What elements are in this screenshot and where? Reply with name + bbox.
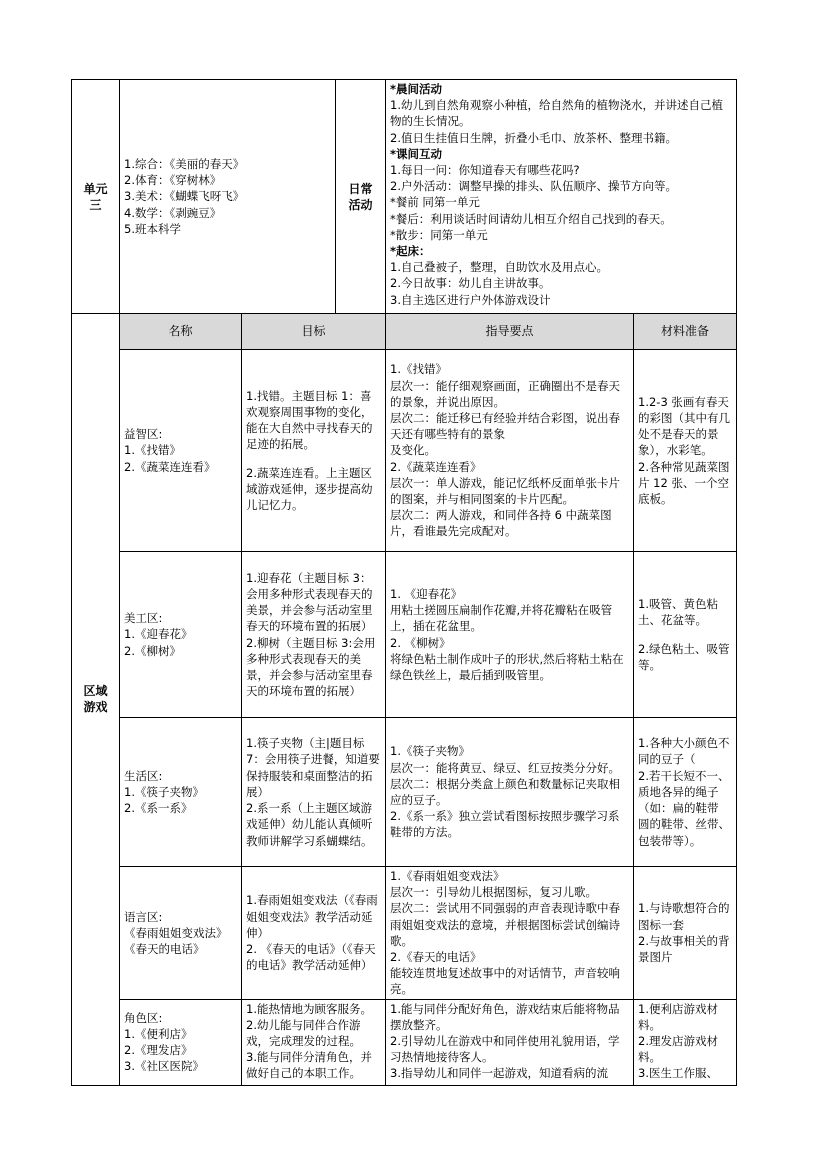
area-guide-cell <box>386 552 634 718</box>
course-item: 3.美术：《蝴蝶飞呀飞》 <box>124 189 245 204</box>
table-row <box>72 718 737 867</box>
course-list <box>120 80 336 314</box>
header-name: 名称 <box>120 314 242 350</box>
daily-activity-line: *课间互动 <box>390 146 443 161</box>
area-guide-line: 层次一：单人游戏，能记忆纸杯反面单张卡片的图案，并与相同图案的卡片匹配。 <box>390 475 620 506</box>
daily-activity-line: 1.自己叠被子，整理，自助饮水及用点心。 <box>390 260 608 275</box>
area-guide-line: 1.《春雨姐姐变戏法》 <box>390 869 505 883</box>
area-guide-line: 层次一：能将黄豆、绿豆、红豆按类分分好。 <box>390 760 620 775</box>
area-name-cell <box>120 999 242 1085</box>
area-guide-line: 1.《找错》 <box>390 362 447 377</box>
course-item: 1.综合：《美丽的春天》 <box>124 156 245 171</box>
area-name-line: 生活区: <box>124 768 163 783</box>
area-table <box>71 313 737 1086</box>
area-name-line: 角色区: <box>124 1010 163 1025</box>
area-goal-cell <box>242 999 386 1085</box>
area-material-line: 1.与诗歌想符合的图标一套 <box>638 901 730 932</box>
area-guide-line: 2.引导幼儿在游戏中和同伴使用礼貌用语，学习热情地接待客人。 <box>390 1034 620 1065</box>
area-name-line: 1.《迎春花》 <box>124 627 193 642</box>
header-guide: 指导要点 <box>386 314 634 350</box>
area-goal-line: 1.能热情地为顾客服务。 <box>246 1001 372 1016</box>
daily-activity-line: *餐前 同第一单元 <box>390 195 480 210</box>
unit-table <box>71 79 737 314</box>
area-material-line: 1.吸管、黄色粘土、花盆等。 <box>638 597 718 628</box>
area-material-cell <box>634 999 737 1085</box>
area-guide-cell <box>386 718 634 867</box>
area-guide-line: 层次一：能仔细观察画面，正确圈出不是春天的景象，并说出原因。 <box>390 378 620 409</box>
area-name-line: 美工区: <box>124 611 163 626</box>
area-name-line: 语言区: <box>124 909 163 924</box>
area-guide-cell <box>386 999 634 1085</box>
daily-activity-line: 1.幼儿到自然角观察小种植，给自然角的植物浇水，并讲述自己植物的生长情况。 <box>390 98 723 129</box>
area-name-line: 《春天的电话》 <box>124 941 205 956</box>
table-row <box>72 867 737 1000</box>
area-name-line: 《春雨姐姐变戏法》 <box>124 925 228 940</box>
area-name-line: 3.《社区医院》 <box>124 1059 204 1074</box>
area-material-cell <box>634 718 737 867</box>
area-name-line: 1.《找错》 <box>124 443 181 458</box>
area-guide-line: 层次一：引导幼儿根据图标，复习儿歌。 <box>390 885 597 900</box>
area-material-cell <box>634 552 737 718</box>
area-name-cell <box>120 350 242 552</box>
area-material-line: 2.各种常见蔬菜图片 12 张、一个空底板。 <box>638 459 730 506</box>
area-guide-line: 3.指导幼儿和同伴一起游戏，知道看病的流 <box>390 1066 608 1081</box>
area-guide-line: 层次二：能迁移已有经验并结合彩图，说出春天还有哪些特有的景象 <box>390 410 620 442</box>
course-item: 5.班本科学 <box>124 221 181 236</box>
area-material-line: 1.各种大小颜色不同的豆子（ <box>638 736 730 767</box>
spacer <box>638 629 732 641</box>
area-name-line: 1.《筷子夹物》 <box>124 784 204 799</box>
area-goal-line: 1.迎春花（主题目标 3：会用多种形式表现春天的美景，并会参与活动室里春天的环境布置的拓展） <box>246 570 373 634</box>
area-goal-cell <box>242 867 386 1000</box>
area-guide-line: 2.《春天的电话》 <box>390 950 482 965</box>
header-material: 材料准备 <box>634 314 737 350</box>
area-goal-line: 2.系一系（上主题区域游戏延伸）幼儿能认真倾听教师讲解学习系蝴蝶结。 <box>246 801 373 848</box>
area-guide-line: 2.《蔬菜连连看》 <box>390 459 482 474</box>
area-guide-cell <box>386 350 634 552</box>
area-goal-line: 2. 《春天的电话》（《春天的电话》教学活动延伸） <box>246 941 376 973</box>
area-goal-line: 2.蔬菜连连看。上主题区域游戏延伸，逐步提高幼儿记忆力。 <box>246 465 373 512</box>
header-goal: 目标 <box>242 314 386 350</box>
area-material-line: 1.2-3 张画有春天的彩图（其中有几处不是春天的景象），水彩笔。 <box>638 394 730 458</box>
area-name-line: 1.《便利店》 <box>124 1026 193 1041</box>
area-goal-cell <box>242 718 386 867</box>
daily-activity-line: 2.今日故事：幼儿自主讲故事。 <box>390 276 551 291</box>
area-label: 区域 游戏 <box>72 314 120 1086</box>
area-guide-line: 层次二：两人游戏，和同伴各持 6 中蔬菜图片，看谁最先完成配对。 <box>390 508 612 539</box>
area-guide-line: 及变化。 <box>390 443 436 458</box>
area-name-line: 2.《系一系》 <box>124 801 193 816</box>
unit-label: 单元 三 <box>72 80 120 314</box>
daily-activity-line: 2.值日生挂值日生牌，折叠小毛巾、放茶杯、整理书籍。 <box>390 130 677 145</box>
table-row <box>72 350 737 552</box>
area-guide-cell <box>386 867 634 1000</box>
area-name-cell <box>120 867 242 1000</box>
area-material-line: 1.便利店游戏材料。 <box>638 1001 718 1032</box>
daily-label: 日常 活动 <box>336 80 386 314</box>
area-material-line: 2.理发店游戏材料。 <box>638 1034 718 1065</box>
area-guide-line: 1.能与同伴分配好角色，游戏结束后能将物品摆放整齐。 <box>390 1001 620 1032</box>
area-goal-line: 2.幼儿能与同伴合作游戏，完成理发的过程。 <box>246 1017 361 1049</box>
daily-activity-line: *晨间活动 <box>390 82 443 96</box>
area-guide-line: 1. 《迎春花》 <box>390 586 463 601</box>
area-material-line: 2.绿色粘土、吸管等。 <box>638 641 730 672</box>
course-item: 2.体育：《穿树林》 <box>124 173 222 188</box>
area-guide-line: 1.《筷子夹物》 <box>390 744 470 759</box>
daily-activity-line: *散步：同第一单元 <box>390 227 488 242</box>
area-goal-line: 1.春雨姐姐变戏法（《春雨姐姐变戏法》教学活动延伸） <box>246 893 378 940</box>
table-row <box>72 999 737 1085</box>
course-item: 4.数学：《剥豌豆》 <box>124 205 222 220</box>
area-guide-line: 2. 《柳树》 <box>390 635 451 650</box>
area-guide-line: 将绿色粘土制作成叶子的形状,然后将粘土粘在绿色铁丝上，最后插到吸管里。 <box>390 651 624 682</box>
area-guide-line: 能较连贯地复述故事中的对话情节，声音较响亮。 <box>390 966 620 997</box>
area-goal-line: 2.柳树（主题目标 3:会用多种形式表现春天的美景，并会参与活动室里春天的环境布置的拓展） <box>246 635 376 699</box>
area-guide-line: 层次二：尝试用不同强弱的声音表现诗歌中春雨姐姐变戏法的意境，并根据图标尝试创编诗歌。 <box>390 901 620 948</box>
area-name-cell <box>120 552 242 718</box>
daily-activity-line: 1.每日一问：你知道春天有哪些花吗? <box>390 163 580 178</box>
area-goal-line: 3.能与同伴分清角色，并做好自己的本职工作。 <box>246 1050 372 1081</box>
area-material-cell <box>634 867 737 1000</box>
daily-activity-line: 3.自主选区进行户外体游戏设计 <box>390 292 551 307</box>
area-goal-cell <box>242 552 386 718</box>
daily-activities <box>386 80 737 314</box>
area-name-line: 2.《蔬菜连连看》 <box>124 459 216 474</box>
area-name-line: 2.《柳树》 <box>124 643 181 658</box>
table-row <box>72 552 737 718</box>
area-material-cell <box>634 350 737 552</box>
area-material-line: 2.与故事相关的背景图片 <box>638 933 730 965</box>
area-guide-line: 2.《系一系》独立尝试看图标按照步骤学习系鞋带的方法。 <box>390 809 620 840</box>
daily-activity-line: *起床： <box>390 244 431 259</box>
area-guide-line: 用粘土搓圆压扁制作花瓣,并将花瓣粘在吸管上，插在花盆里。 <box>390 603 613 634</box>
area-goal-line: 1.筷子夹物（主|题目标 7：会用筷子进餐，知道要保持服装和桌面整洁的拓展） <box>246 736 380 799</box>
area-name-line: 2.《理发店》 <box>124 1043 193 1058</box>
daily-activity-line: 2.户外活动：调整早操的排头、队伍顺序、操节方向等。 <box>390 179 677 194</box>
area-goal-line: 1.找错。主题目标 1：喜欢观察周围事物的变化，能在大自然中寻找春天的足迹的拓展。 <box>246 388 373 452</box>
area-name-line: 益智区: <box>124 427 163 442</box>
daily-activity-line: *餐后：利用谈话时间请幼儿相互介绍自己找到的春天。 <box>390 211 672 226</box>
spacer <box>246 453 381 465</box>
area-guide-line: 层次二：根据分类盒上颜色和数量标记夹取相应的豆子。 <box>390 776 620 807</box>
area-goal-cell <box>242 350 386 552</box>
area-material-line: 3.医生工作服、 <box>638 1066 718 1081</box>
area-material-line: 2.若干长短不一、质地各异的绳子（如：扁的鞋带 圆的鞋带、丝带、包装带等）。 <box>638 768 730 848</box>
area-name-cell <box>120 718 242 867</box>
